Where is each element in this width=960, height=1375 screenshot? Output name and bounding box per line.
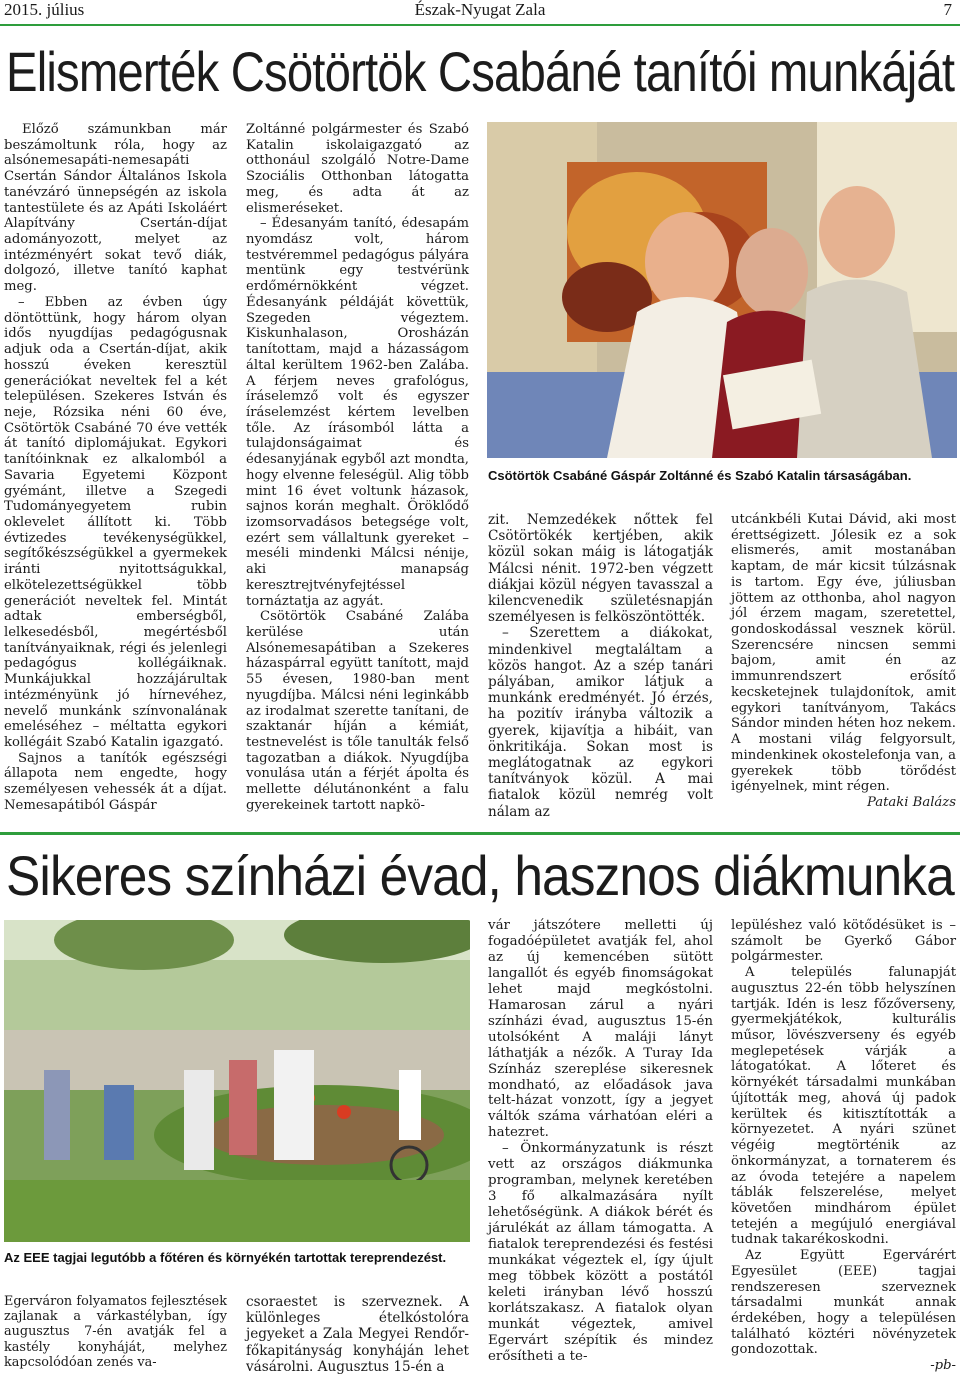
- article2-column-4: [731, 918, 956, 1373]
- newspaper-name: Észak-Nyugat Zala: [414, 0, 546, 19]
- paragraph: A település falunapját augusztus 22-én több helyszínen tartják. Idén is lesz főzőverseny, gyermekjátékok, kulturális műsor, lövészverseny és egyéb meglepetések várják a látogatókat. A lőteret és környékét társadalmi munkában újították meg, ahová új padok kerültek és kitisztították a környezetet. A nyári szünet végéig megtörténik az önkormányzat, a tornaterem és az óvoda tetejére a napelem táblák felszerelése, melyet követően mindhárom épület tetején a megújuló energiával tudnak takarékoskodni.: [731, 965, 956, 1248]
- paragraph: csoraestet is szerveznek. A különleges ételkóstolóra jegyeket a Zala Megyei Rendőr-főkapitányság konyháján lehet vásárolni. Augusztus 15-én a: [246, 1294, 469, 1375]
- section-divider: [0, 832, 960, 835]
- paragraph: – Édesanyám tanító, édesapám nyomdász volt, három testvéremmel pedagógus pályára mentünk egy testvérünk erdőmérnökként végzet. Édesanyánk példáját követtük, Szegeden végeztem. Kiskunhalason, Orosházán tanítottam, majd a házasságom által kerültem 1962-ben Zalába. A férjem neves grafológus, íráselemző volt és egyszer íráselemzést kértem levelben tőle. Az írásomból látta a tulajdonságaimat és édesanyjának egyből azt mondta, hogy elvenne feleségül. Alig több mint 16 évet voltunk házasok, sajnos korán meghalt. Öröklődő izomsorvadásos betegsége volt, ezért sem vállaltunk gyereket – meséli mindenki Málcsi nénije, aki manapság keresztrejtvényfejtéssel tornáztatja az agyát.: [246, 216, 469, 609]
- author-signature: Pataki Balázs: [866, 794, 956, 810]
- header-rule: [0, 24, 960, 26]
- article-column-2: [246, 122, 469, 822]
- paragraph: – Ebben az évben úgy döntöttünk, hogy három olyan idős nyugdíjas pedagógusnak adjuk oda a Csertán-díjat, akik hosszú éveken keresztül generációkat neveltek fel a két településen. Szekeres István és neje, Rózsika néni 60 éve, Csötörtök Csabáné 70 éve vették át tanító diplomájukat. Egykori tanítóinknak ez alkalomból a Savaria Egyetemi Központ gyémánt, illetve a Szegedi Tudományegyetem rubin oklevelet állított ki. Több évtizedes tevékenységükkel, segítőkészségükkel a gyermekek iránti nyitottságukkal, elkötelezettségükkel több generációt neveltek fel. Mintát adtak emberségből, lelkesedésből, megértésből tanítványaiknak, régi és jelenlegi pedagógus kollégáiknak. Munkájukkal hozzájárultak intézményünk jó hírnevéhez, nevelő munkánk színvonalának emeléséhez – méltatta egykori kollégáit Szabó Katalin igazgató.: [4, 294, 227, 751]
- paragraph: vár játszótere melletti új fogadóépületet avatják fel, ahol az új kemencében sütött langallót és egyéb finomságokat lehet majd megkóstolni. Hamarosan zárul a nyári színházi évad, augusztus 15-én utolsóként A maláji lányt láthatják a nézők. A Turay Ida Színház szereplése sikeresnek mondható, az előadások java telt-házat vonzott, így a jegyet váltók száma várhatóan eléri a hatezret.: [488, 918, 713, 1141]
- paragraph: lepüléshez való kötődésüket is – számolt be Gyerkő Gábor polgármester.: [731, 918, 956, 965]
- paragraph: – Szerettem a diákokat, mindenkivel megtaláltam a közös hangot. Az a szép tanári pályában, amikor látjuk a munkánk eredményét. Jó érzés, ha pozitív irányba változik a gyerek, kijavítja a hibáit, van önkritikája. Sokan most is meglátogatnak az egykori tanítványok közül. A mai fiatalok közül nemrég volt nálam az: [488, 625, 713, 820]
- article-column-1: [4, 122, 227, 822]
- article-photo-2: [4, 920, 470, 1242]
- article-column-4: [731, 512, 956, 822]
- photo-caption-2: Az EEE tagjai legutóbb a főtéren és környékén tartottak tereprendezést.: [4, 1250, 447, 1265]
- article2-column-1: [4, 1294, 227, 1374]
- paragraph: Sajnos a tanítók egészségi állapota nem engedte, hogy személyesen vehessék át a díjat. Nemesapátiból Gáspár: [4, 750, 227, 813]
- article2-column-3: [488, 918, 713, 1373]
- paragraph: utcánkbéli Kutai Dávid, aki most érettségizett. Jólesik ez a sok elismerés, amit mostanában kaptam, de már kicsit túlzásnak is tartom. Egy éve, júliusban jöttem az otthonba, ahol nagyon jól érzem magam, szeretettel, gondoskodással vesznek körül. Szerencsére nincsen semmi bajom, amit én az immunrendszert erősítő kecsketejnek tulajdonítok, amit egykori tanítványom, Takács Sándor minden héten hoz nekem. A mostani világ felgyorsult, mindenkinek okostelefonja van, a gyerekek több törődést igényelnek, mint régen.: [731, 512, 956, 795]
- paragraph: Zoltánné polgármester és Szabó Katalin iskolaigazgató az otthonául szolgáló Notre-Dame Szociális Otthonban látogatta meg, és adta át az elismeréseket.: [246, 122, 469, 216]
- page-number: 7: [943, 0, 952, 19]
- article-headline: Elismerték Csötörtök Csabáné tanítói munkáját: [6, 40, 955, 103]
- article-column-3: [488, 512, 713, 822]
- article-photo: [487, 122, 957, 458]
- paragraph: Csötörtök Csabáné Zalába kerülése után Alsónemesapátiban a Szekeres házaspárral együtt tanított, majd 55 évesen, 1980-ban ment nyugdíjba. Málcsi néni leginkább az irodalmat szerette tanítani, de szaktanár híján a kémiát, testnevelést is tőle tanulták felső tagozatban a diákok. Nyugdíjba vonulása után a férjét ápolta és mellette délutánonként a falu gyerekeinek tartott napkö-: [246, 609, 469, 813]
- article-headline-2: Sikeres színházi évad, hasznos diákmunka: [6, 844, 954, 907]
- paragraph: Az Együtt Egervárért Egyesület (EEE) tagjai rendszeresen szerveznek társadalmi munkát annak érdekében, hogy a településen található köztéri növényzetek gondozottak.: [731, 1248, 956, 1358]
- paragraph: – Önkormányzatunk is részt vett az országos diákmunka programban, melynek keretében 3 fő alkalmazására nyílt lehetőségünk. A diákok bérét és járulékát az állam támogatta. A fiatalok tereprendezési és festési munkákat végeztek el, így újult meg többek között a postától keleti irányban lévő hosszú korlátszakasz. A fiatalok olyan munkát végeztek, amivel Egervárt szépítik és mindez erősítheti a te-: [488, 1141, 713, 1364]
- photo-caption: Csötörtök Csabáné Gáspár Zoltánné és Szabó Katalin társaságában.: [488, 468, 912, 483]
- issue-date: 2015. július: [4, 0, 85, 19]
- paragraph: Előző számunkban már beszámoltunk róla, hogy az alsónemesapáti-nemesapáti Csertán Sándor Általános Iskola tanévzáró ünnepségén az iskola tantestülete és az Apáti Iskoláért Alapítvány Csertán-díjat adományozott, melyet az intézményért sokat tevő diák, dolgozó, illetve tanító kaphat meg.: [4, 122, 227, 295]
- paragraph: zit. Nemzedékek nőttek fel Csötörtökék kertjében, akik közül sokan máig is látogatják Málcsi nénit. 1972-ben végzett diákjai közül négyen tavasszal a kilencvenedik születésnapján személyesen is felköszöntötték.: [488, 512, 713, 626]
- paragraph: Egerváron folyamatos fejlesztések zajlanak a várkastélyban, így augusztus 7-én avatják fel a kastély konyháját, melyhez kapcsolódóan zenés va-: [4, 1294, 227, 1370]
- article2-column-2: [246, 1294, 469, 1374]
- author-signature-2: -pb-: [930, 1358, 956, 1374]
